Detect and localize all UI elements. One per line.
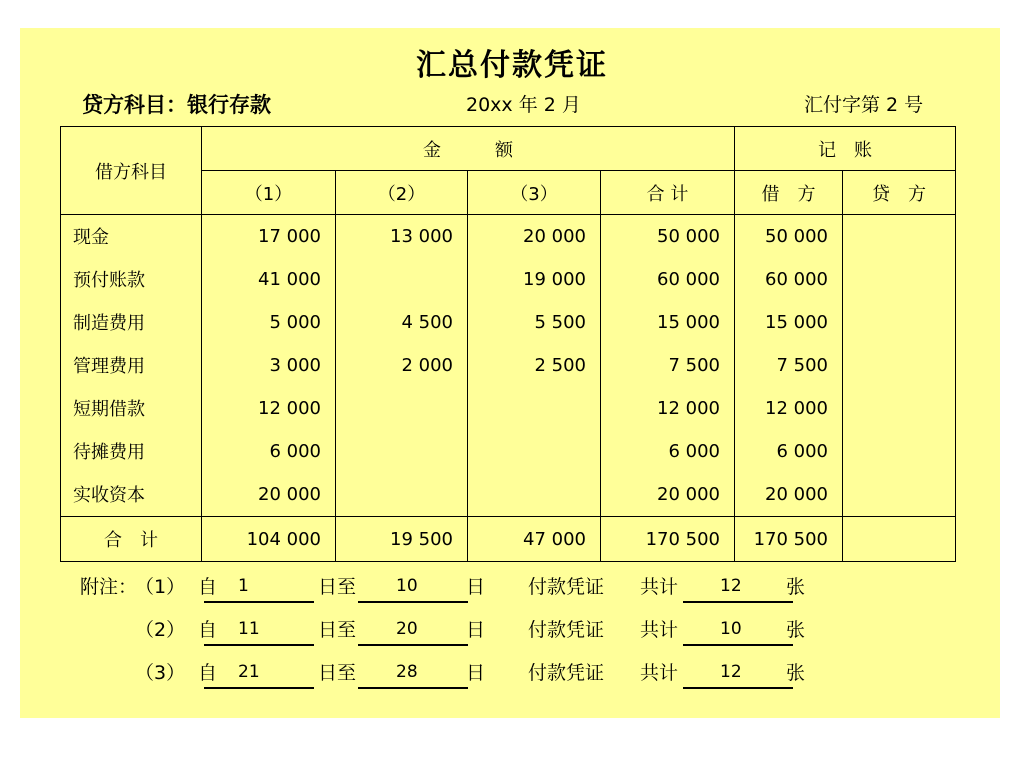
subheader-2: （2） [336, 171, 468, 215]
note-count: 12 [720, 662, 742, 682]
header-amount: 金 额 [202, 127, 735, 171]
table-row [61, 344, 956, 387]
row-p1: 5 000 [202, 301, 336, 344]
note-sheet-word: 张 [786, 619, 806, 641]
note-tag: （1） [135, 576, 186, 598]
total-label: 合 计 [61, 517, 202, 562]
subheader-debit: 借 方 [735, 171, 843, 215]
header-posting: 记 账 [735, 127, 956, 171]
total-credit [843, 517, 956, 562]
table-row [61, 473, 956, 517]
row-credit [843, 387, 956, 430]
row-p1: 12 000 [202, 387, 336, 430]
row-credit [843, 215, 956, 258]
note-from-underline [204, 687, 314, 689]
row-p2 [336, 473, 468, 517]
note-from-word: 自 [198, 662, 218, 684]
row-total: 50 000 [601, 215, 735, 258]
row-credit [843, 258, 956, 301]
row-debit: 7 500 [735, 344, 843, 387]
note-count-underline [683, 601, 793, 603]
row-p3: 5 500 [468, 301, 601, 344]
note-to-underline [358, 601, 468, 603]
note-to-day: 20 [396, 619, 418, 639]
note-day-word: 日 [466, 662, 486, 684]
note-count-underline [683, 644, 793, 646]
row-account: 实收资本 [61, 473, 202, 517]
note-total-word: 共计 [640, 576, 679, 598]
voucher-title: 汇总付款凭证 [416, 48, 608, 83]
table-row [61, 430, 956, 473]
row-p2 [336, 387, 468, 430]
voucher-period: 20xx 年 2 月 [466, 94, 581, 116]
total-p1: 104 000 [202, 517, 336, 562]
note-tag: （2） [135, 619, 186, 641]
voucher-number: 汇付字第 2 号 [804, 94, 924, 116]
table-row [61, 301, 956, 344]
credit-account: 贷方科目：银行存款 [82, 93, 271, 117]
row-debit: 20 000 [735, 473, 843, 517]
row-debit: 12 000 [735, 387, 843, 430]
note-to-word: 日至 [318, 576, 357, 598]
note-count-underline [683, 687, 793, 689]
note-day-word: 日 [466, 619, 486, 641]
row-debit: 6 000 [735, 430, 843, 473]
row-total: 15 000 [601, 301, 735, 344]
note-to-day: 28 [396, 662, 418, 682]
row-account: 短期借款 [61, 387, 202, 430]
note-sheet-word: 张 [786, 662, 806, 684]
subheader-credit: 贷 方 [843, 171, 956, 215]
note-to-day: 10 [396, 576, 418, 596]
subheader-total: 合 计 [601, 171, 735, 215]
note-voucher-word: 付款凭证 [528, 576, 605, 598]
total-debit: 170 500 [735, 517, 843, 562]
row-p2: 13 000 [336, 215, 468, 258]
note-count: 10 [720, 619, 742, 639]
row-total: 60 000 [601, 258, 735, 301]
row-account: 管理费用 [61, 344, 202, 387]
total-sum: 170 500 [601, 517, 735, 562]
row-credit [843, 301, 956, 344]
note-day-word: 日 [466, 576, 486, 598]
row-p1: 41 000 [202, 258, 336, 301]
row-p2: 4 500 [336, 301, 468, 344]
header-row [61, 127, 956, 171]
note-sheet-word: 张 [786, 576, 806, 598]
note-voucher-word: 付款凭证 [528, 619, 605, 641]
row-p1: 20 000 [202, 473, 336, 517]
row-account: 制造费用 [61, 301, 202, 344]
note-total-word: 共计 [640, 662, 679, 684]
voucher-table [60, 126, 956, 562]
note-from-word: 自 [198, 576, 218, 598]
row-credit [843, 473, 956, 517]
note-from-underline [204, 601, 314, 603]
row-total: 20 000 [601, 473, 735, 517]
table-row [61, 215, 956, 258]
note-from-day: 1 [238, 576, 249, 596]
total-p2: 19 500 [336, 517, 468, 562]
total-p3: 47 000 [468, 517, 601, 562]
row-credit [843, 430, 956, 473]
table-row [61, 387, 956, 430]
total-row [61, 517, 956, 562]
row-p2: 2 000 [336, 344, 468, 387]
row-total: 6 000 [601, 430, 735, 473]
row-debit: 15 000 [735, 301, 843, 344]
row-p2 [336, 258, 468, 301]
header-account: 借方科目 [61, 127, 202, 215]
note-tag: （3） [135, 662, 186, 684]
note-from-underline [204, 644, 314, 646]
row-p1: 6 000 [202, 430, 336, 473]
row-account: 现金 [61, 215, 202, 258]
subheader-3: （3） [468, 171, 601, 215]
note-from-word: 自 [198, 619, 218, 641]
row-account: 待摊费用 [61, 430, 202, 473]
row-credit [843, 344, 956, 387]
note-to-word: 日至 [318, 619, 357, 641]
note-to-underline [358, 687, 468, 689]
row-p3: 19 000 [468, 258, 601, 301]
subheader-1: （1） [202, 171, 336, 215]
table-row [61, 258, 956, 301]
row-p3 [468, 473, 601, 517]
row-total: 12 000 [601, 387, 735, 430]
row-debit: 50 000 [735, 215, 843, 258]
row-p2 [336, 430, 468, 473]
note-from-day: 11 [238, 619, 260, 639]
note-count: 12 [720, 576, 742, 596]
row-p1: 17 000 [202, 215, 336, 258]
note-voucher-word: 付款凭证 [528, 662, 605, 684]
notes-prefix: 附注： [80, 576, 138, 598]
note-to-underline [358, 644, 468, 646]
row-p3 [468, 430, 601, 473]
row-account: 预付账款 [61, 258, 202, 301]
row-total: 7 500 [601, 344, 735, 387]
row-p3: 2 500 [468, 344, 601, 387]
note-to-word: 日至 [318, 662, 357, 684]
row-debit: 60 000 [735, 258, 843, 301]
note-total-word: 共计 [640, 619, 679, 641]
row-p3: 20 000 [468, 215, 601, 258]
note-from-day: 21 [238, 662, 260, 682]
row-p3 [468, 387, 601, 430]
row-p1: 3 000 [202, 344, 336, 387]
